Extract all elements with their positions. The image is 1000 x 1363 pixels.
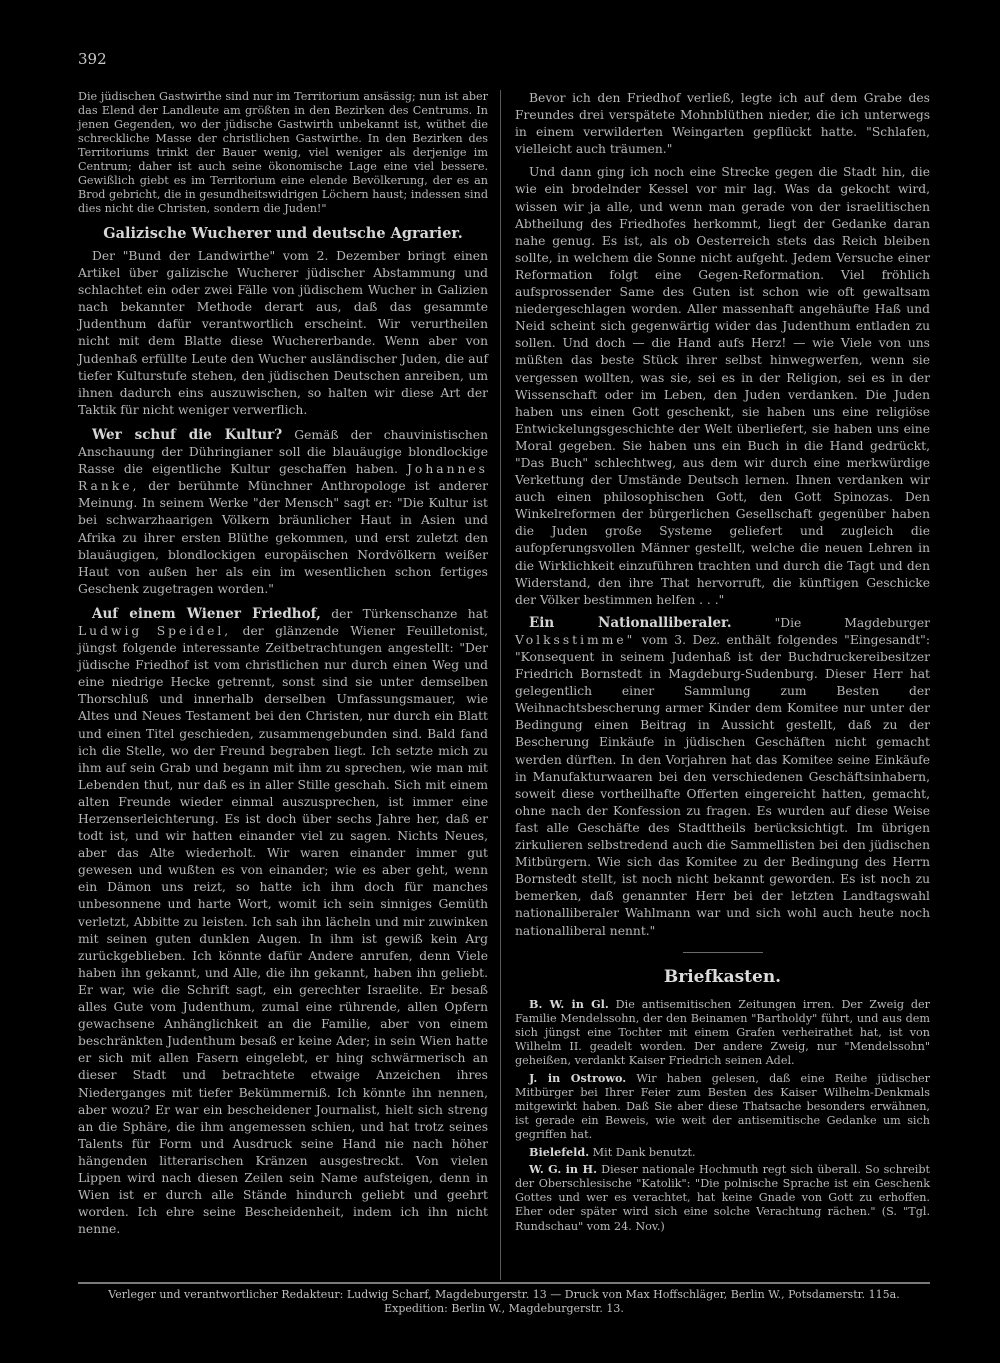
section-divider <box>683 952 763 953</box>
briefkasten-entry <box>515 1162 930 1234</box>
article-national-liberal-text-1: "Die Magdeburger <box>774 615 930 630</box>
article-culture-text-2: der berühmte Münchner Anthropologe ist anderer Meinung. In seinem Werke "der Mensch" sagt er: "Die Kultur ist bei schwarzhaarigen Völkern bräunlicher Haut in Asien und Afrika zu ihrer ersten Blüthe gekommen, und erst zuletzt den blauäugigen, blondlockigen europäischen Nordvölkern weißer Haut von außen her als ein im wesentlichen schon fertiges Geschenk zugetragen worden." <box>78 479 488 596</box>
page-number: 392 <box>78 50 107 68</box>
briefkasten-reply: Mit Dank benutzt. <box>592 1145 696 1159</box>
briefkasten-entry <box>515 1071 930 1143</box>
left-column <box>78 90 488 1244</box>
briefkasten-reply: Wir haben gelesen, daß eine Reihe jüdischer Mitbürger bei Ihrer Feier zum Besten des Kaiser Wilhelm-Denkmals mitgewirkt haben. Daß Sie aber diese Thatsache besonders erwähnen, ist gerade ein Beweis, wie weit der antisemitische Gedanke um sich gegriffen hat. <box>515 1071 930 1142</box>
footer-rule <box>78 1282 930 1284</box>
column-divider <box>500 90 501 1280</box>
briefkasten-reply: Dieser nationale Hochmuth regt sich überall. So schreibt der Oberschlesische "Katolik": "Die polnische Sprache ist ein Geschenk Gottes und wer es verachtet, hat keine Gnade von Gott zu erhoffen. Eher oder später wird sich eine solche Verachtung rächen." (S. "Tgl. Rundschau" vom 24. Nov.) <box>515 1162 930 1233</box>
article-culture-text: Gemäß der chauvinistischen Anschauung der Dühringianer soll die blauäugige blondlockige Rasse die eigentliche Kultur geschaffen haben. <box>78 427 488 477</box>
briefkasten-entry <box>515 1145 930 1160</box>
article-vienna-continued: Bevor ich den Friedhof verließ, legte ich auf dem Grabe des Freundes drei verspätete Mohnblüthen nieder, die ich unterwegs in einem verwilderten Weingarten gepflückt hatte. "Schlafen, vielleicht auch träumen." <box>515 91 930 157</box>
article-vienna-cemetery <box>78 606 488 1238</box>
article-heading-national-liberal: Ein Nationalliberaler. <box>529 614 732 631</box>
imprint-footer <box>78 1288 930 1316</box>
briefkasten-addressee: B. W. in Gl. <box>529 996 609 1011</box>
briefkasten-addressee: W. G. in H. <box>529 1161 597 1176</box>
imprint-expedition: Expedition: Berlin W., Magdeburgerstr. 13. <box>384 1302 624 1315</box>
article-heading-vienna: Auf einem Wiener Friedhof, <box>92 605 321 622</box>
briefkasten-reply: Die antisemitischen Zeitungen irren. Der Zweig der Familie Mendelssohn, der den Beinamen "Bartholdy" führt, und aus dem sich jüngst eine Tochter mit einem Grafen verheirathet hat, ist von Wilhelm II. geadelt worden. Der andere Zweig, nur "Mendelssohn" geheißen, verdankt Kaiser Friedrich seinen Adel. <box>515 997 930 1068</box>
article-heading-culture: Wer schuf die Kultur? <box>92 426 283 443</box>
article-vienna-continued-2: Und dann ging ich noch eine Strecke gegen die Stadt hin, die wie ein brodelnder Kessel vor mir lag. Was da gekocht wird, wissen wir ja alle, und wenn man gerade von der israelitischen Abtheilung des Friedhofes herkommt, liegt der Gedanke daran nahe genug. Es ist, als ob Oesterreich stets das Reich bleiben sollte, in welchem die Sonne nicht aufgeht. Jedem Versuche einer Reformation folgt eine Gegen-Reformation. Viel fröhlich aufsprossender Same des Guten ist schon wie oft gewaltsam niedergeschlagen worden. Aller massenhaft angehäufte Haß und Neid scheint sich gegenwärtig wider das Judenthum entladen zu sollen. Und doch — die Hand aufs Herz! — wie Viele von uns müßten das beste Stück ihrer selbst hinwegwerfen, wenn sie vergessen wollten, was sie, sei es in der Religion, sei es in der Wissenschaft oder im Leben, den Juden verdanken. Die Juden haben uns einen Gott geschenkt, sie haben uns eine religiöse Entwickelungsgeschichte der Welt überliefert, sie haben uns eine Moral gegeben. Sie haben uns ein Buch in die Hand gedrückt, "Das Buch" schlechtweg, aus dem wir durch eine merkwürdige Verkettung der Umstände Deutsch lernen. Ihnen verdanken wir auch einen philosophischen Gott, den Gott Spinozas. Den Winkelreformen der bürgerlichen Gesellschaft gegenüber haben die Juden große Systeme geliefert und zugleich die aufopferungsvollen Männer gestellt, welche die neuen Lehren in die Wirklichkeit einzuführen trachten und durch die Tagt und den Widerstand, den ihre That hervorruft, die künftigen Geschicke der Völker bestimmen helfen . . ." <box>515 165 930 607</box>
author-name-ranke: Johannes Ranke, <box>78 462 488 494</box>
imprint-publisher: Verleger und verantwortlicher Redakteur: Ludwig Scharf, Magdeburgerstr. 13 — Druck von Max Hoffschläger, Berlin W., Potsdamerstr. 115a. <box>108 1288 900 1301</box>
author-name-speidel: Ludwig Speidel, <box>78 623 232 638</box>
briefkasten-addressee: J. in Ostrowo. <box>529 1070 627 1085</box>
briefkasten-heading: Briefkasten. <box>663 966 782 987</box>
intro-quote: Die jüdischen Gastwirthe sind nur im Territorium ansässig; nun ist aber das Elend der Landleute am größten in den Bezirken des Centrums. In jenen Gegenden, wo der jüdische Gastwirth unbekannt ist, wüthet die schreckliche Masse der christlichen Gastwirthe. In den Bezirken des Territoriums trinkt der Bauer wenig, viel weniger als derjenige im Centrum; daher ist auch seine ökonomische Lage eine viel bessere. Gewißlich giebt es im Territorium eine elende Bevölkerung, der es an Brod gebricht, die in gesundheitswidrigen Löchern haust; indessen sind dies nicht die Christen, sondern die Juden!" <box>78 90 488 215</box>
briefkasten-addressee: Bielefeld. <box>529 1144 590 1159</box>
newspaper-name-volksstimme: Volksstimme" <box>515 632 636 647</box>
article-vienna-text-1: der Türkenschanze hat <box>331 606 488 621</box>
article-culture <box>78 427 488 598</box>
article-national-liberal <box>515 615 930 940</box>
article-national-liberal-text-2: vom 3. Dez. enthält folgendes "Eingesandt": "Konsequent in seinem Judenhaß ist der Buchdruckereibesitzer Friedrich Bornstedt in Magdeburg-Sudenburg. Dieser Herr hat gelegentlich einer Sammlung zum Besten der Weihnachtsbescherung armer Kinder dem Komitee nur unter der Bedingung einen Beitrag in Aussicht gestellt, daß zu der Bescherung Einkäufe in jüdischen Geschäften nicht gemacht werden dürften. In den Vorjahren hat das Komitee seine Einkäufe in Manufakturwaaren bei den verschiedenen Geschäftsinhabern, soweit diese vortheilhafte Offerten eingereicht hatten, gemacht, ohne nach der Konfession zu fragen. Es wurden auf diese Weise fast alle Geschäfte des Stadttheils berücksichtigt. Im übrigen zirkulieren selbstredend auch die Sammellisten bei den jüdischen Mitbürgern. Wie sich das Komitee zu der Bedingung des Herrn Bornstedt stellt, ist noch nicht bekannt geworden. Es ist noch zu bemerken, daß genannter Herr bei der letzten Landtagswahl nationalliberaler Wahlmann war und sich wohl auch heute noch nationalliberal nennt." <box>515 632 930 938</box>
article-galician-text: Der "Bund der Landwirthe" vom 2. Dezember bringt einen Artikel über galizische Wucherer jüdischer Abstammung und schlachtet ein oder zwei Fälle von jüdischem Wucher in Galizien nach bekannter Methode derart aus, daß das gesammte Judenthum dafür verantwortlich erscheint. Wir verurtheilen nicht mit dem Blatte diese Wuchererbande. Wenn aber von Judenhaß erfüllte Leute den Wucher ausländischer Juden, die auf tiefer Kulturstufe stehen, den jüdischen Deutschen anreiben, um ihnen dadurch eins auszuwischen, so halten wir diese Art der Taktik für nicht weniger verwerflich. <box>78 249 488 417</box>
right-column <box>515 90 930 1236</box>
article-vienna-text-2: der glänzende Wiener Feuilletonist, jüngst folgende interessante Zeitbetrachtungen angestellt: "Der jüdische Friedhof ist vom christlichen nur durch einen Weg und eine niedrige Hecke getrennt, sonst sind sie unter demselben Thorschluß und innerhalb derselben Umfassungsmauer, wie Altes und Neues Testament bei den Christen, nur durch ein Blatt und einen Titel geschieden, zusammengebunden sind. Bald fand ich die Stelle, wo der Freund begraben liegt. Ich setzte mich zu ihm auf sein Grab und begann mit ihm zu sprechen, wie man mit Lebenden thut, nur daß es in aller Stille geschah. Sich mit einem alten Freunde wieder einmal auszusprechen, ist immer eine Herzenserleichterung. Es ist doch über sechs Jahre her, daß er todt ist, und wir hatten einander viel zu sagen. Nichts Neues, aber das Alte wiederholt. Wir waren einander immer gut gewesen und wußten es von einander; wie es aber geht, wenn ein Dämon uns reizt, so hatte ich ihm doch für manches unbesonnene und harte Wort, womit ich sein sinniges Gemüth verletzt, Abbitte zu leisten. Ich sah ihn lächeln und mir zuwinken mit seinen guten dunklen Augen. In ihm ist gewiß kein Arg zurückgeblieben. Ich könnte dafür Andere anrufen, denn Viele haben ihn gekannt, und Alle, die ihn gekannt, haben ihn geliebt. Er war, wie die Schrift sagt, ein gerechter Israelite. Er besaß alles Gute vom Judenthum, zumal eine rührende, allen Opfern gewachsene Anhänglichkeit an die Familie, aber von einem beschränkten Judenthum besaß er keine Ader; in sein Wien hatte er sich mit allen Fasern eingelebt, er hing schwärmerisch an dieser Stadt und betrachtete etwaige Anzeichen ihres Niederganges mit tiefer Bekümmerniß. Ich könnte ihn nennen, aber wozu? Er war ein bescheidener Journalist, hielt sich streng an die Sphäre, die ihm angemessen schien, und hat trotz seines Talents für Form und Ausdruck seine Hand nie nach höher hängenden litterarischen Kränzen ausgestreckt. Von vielen Lippen wird nach diesen Zeilen sein Name aufsteigen, denn in Wien ist er durch alle Stände hindurch geliebt und geehrt worden. Ich ehre seine Bescheidenheit, indem ich ihn nicht nenne. <box>78 623 488 1237</box>
briefkasten-entry <box>515 997 930 1069</box>
article-heading-galician: Galizische Wucherer und deutsche Agrarier. <box>103 225 463 242</box>
